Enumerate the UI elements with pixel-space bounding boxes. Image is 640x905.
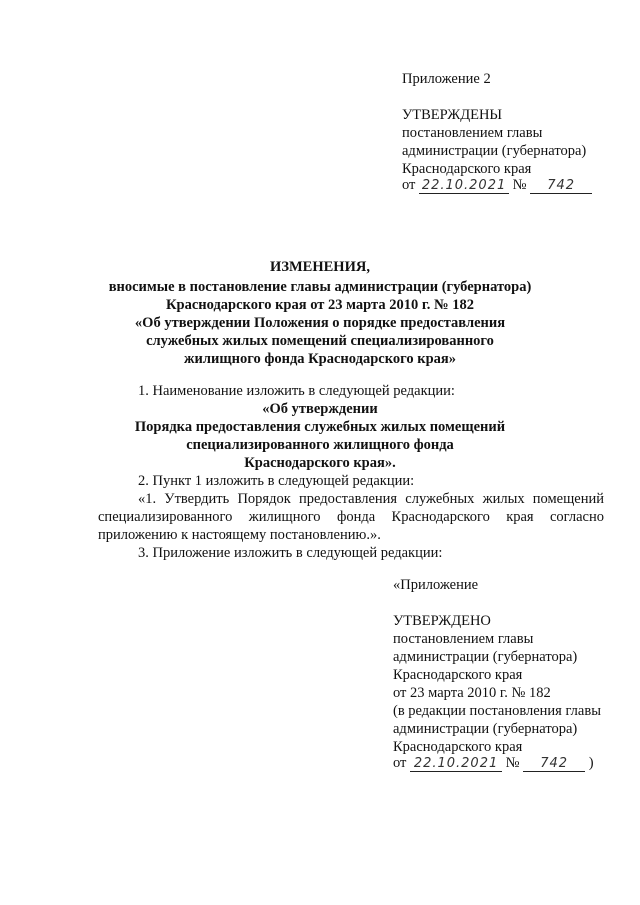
new-title-line-1: «Об утверждении <box>262 401 378 417</box>
new-approved-line-2: администрации (губернатора) <box>393 649 578 665</box>
item-1: 1. Наименование изложить в следующей редакции: <box>138 383 455 399</box>
new-approval-date-line <box>393 754 594 772</box>
approval-date-line <box>402 176 592 194</box>
doc-title: ИЗМЕНЕНИЯ, <box>270 259 370 275</box>
closing-paren: ) <box>588 755 594 771</box>
new-approved-line-7: Краснодарского края <box>393 739 523 755</box>
new-handwritten-number: 742 <box>523 756 585 772</box>
approved-line-1: постановлением главы <box>402 125 543 141</box>
appendix-label: Приложение 2 <box>402 71 491 87</box>
approved-label: УТВЕРЖДЕНЫ <box>402 107 503 123</box>
title-line-1: вносимые в постановление главы администрации (губернатора) <box>108 279 532 295</box>
new-approved-line-1: постановлением главы <box>393 631 534 647</box>
item-2-text-line-3: приложению к настоящему постановлению.». <box>98 527 381 543</box>
new-date-prefix: от <box>393 755 407 771</box>
handwritten-number: 742 <box>530 178 592 194</box>
item-2-text-line-1: «1. Утвердить Порядок предоставления служебных жилых помещений <box>138 491 604 507</box>
item-2: 2. Пункт 1 изложить в следующей редакции: <box>138 473 415 489</box>
title-line-2: Краснодарского края от 23 марта 2010 г. № 182 <box>166 297 474 313</box>
new-approved-line-4: от 23 марта 2010 г. № 182 <box>393 685 551 701</box>
new-title-line-3: специализированного жилищного фонда <box>186 437 454 453</box>
new-approved-line-6: администрации (губернатора) <box>393 721 578 737</box>
new-appendix-label: «Приложение <box>393 577 479 593</box>
handwritten-date: 22.10.2021 <box>419 178 509 194</box>
new-number-prefix: № <box>505 755 520 771</box>
item-2-text-line-2: специализированного жилищного фонда Краснодарского края согласно <box>98 509 604 525</box>
title-line-5: жилищного фонда Краснодарского края» <box>184 351 456 367</box>
item-3: 3. Приложение изложить в следующей редакции: <box>138 545 443 561</box>
new-approved-label: УТВЕРЖДЕНО <box>393 613 491 629</box>
approved-line-3: Краснодарского края <box>402 161 532 177</box>
new-approved-line-5: (в редакции постановления главы <box>393 703 601 719</box>
new-approved-line-3: Краснодарского края <box>393 667 523 683</box>
number-prefix: № <box>512 177 527 193</box>
approved-line-2: администрации (губернатора) <box>402 143 587 159</box>
new-title-line-2: Порядка предоставления служебных жилых помещений <box>134 419 506 435</box>
date-prefix: от <box>402 177 416 193</box>
title-line-4: служебных жилых помещений специализированного <box>146 333 494 349</box>
title-line-3: «Об утверждении Положения о порядке предоставления <box>134 315 506 331</box>
new-handwritten-date: 22.10.2021 <box>410 756 502 772</box>
new-title-line-4: Краснодарского края». <box>244 455 396 471</box>
